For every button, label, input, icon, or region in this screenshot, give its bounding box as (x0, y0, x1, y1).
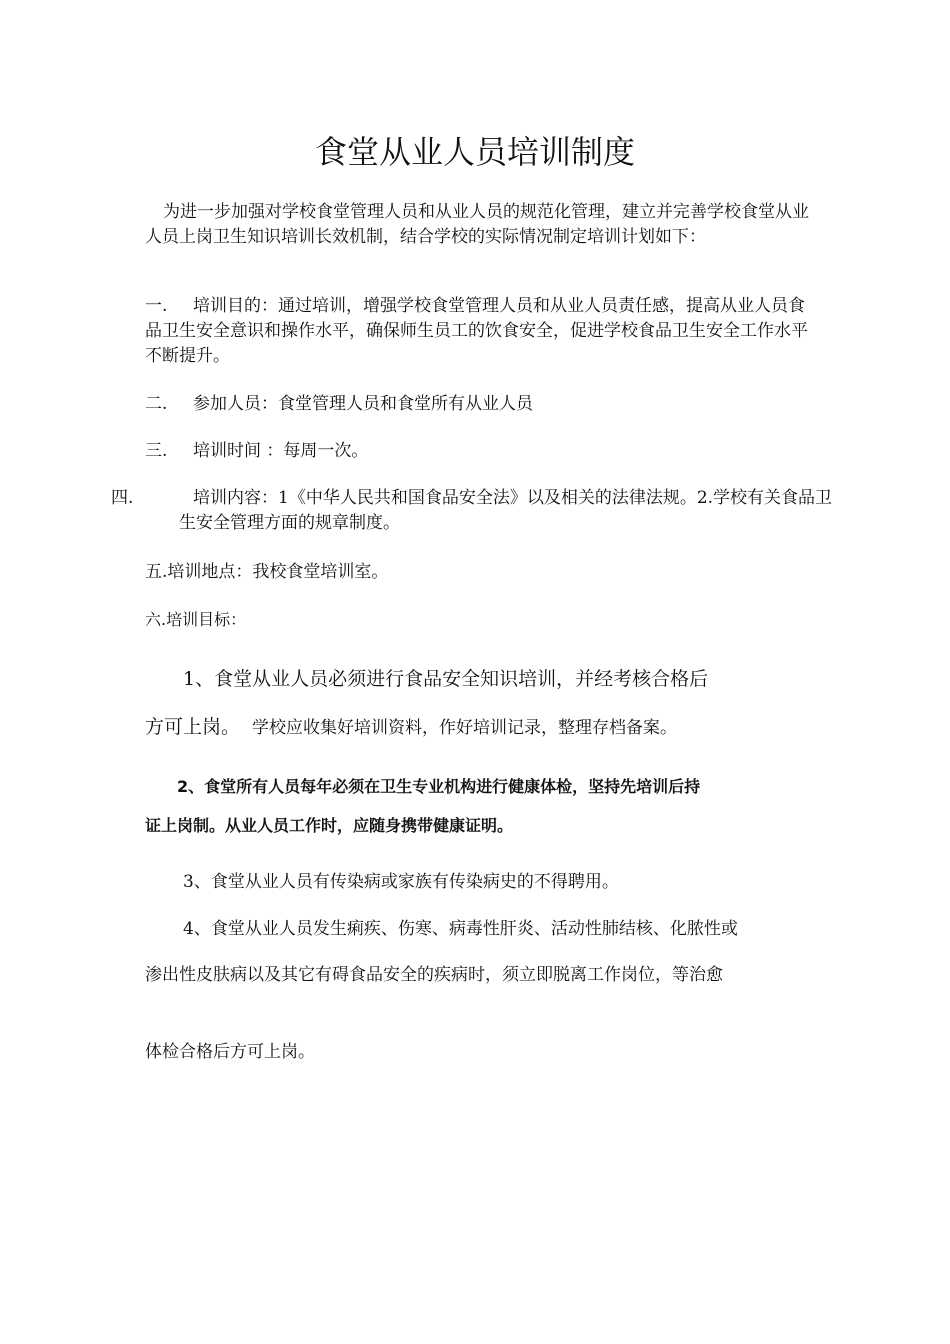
item-purpose (145, 294, 810, 369)
goal-1-line-2-extra: 学校应收集好培训资料，作好培训记录，整理存档备案。 (252, 718, 678, 738)
intro-paragraph: 为进一步加强对学校食堂管理人员和从业人员的规范化管理，建立并完善学校食堂从业人员上岗卫生知识培训长效机制，结合学校的实际情况制定培训计划如下： (145, 202, 809, 247)
item-text: 培训内容：1《中华人民共和国食品安全法》以及相关的法律法规。2.学校有关食品卫生安全管理方面的规章制度。 (179, 488, 833, 533)
goal-1-line-1: 1、食堂从业人员必须进行食品安全知识培训，并经考核合格后 (183, 668, 709, 690)
goal-heading: 六.培训目标： (145, 610, 247, 629)
item-text: 培训地点：我校食堂培训室。 (167, 562, 389, 582)
goal-1-line-2 (145, 712, 810, 743)
item-number: 五. (145, 562, 168, 582)
goal-2-line-1: 2、食堂所有人员每年必须在卫生专业机构进行健康体检，坚持先培训后持 (177, 777, 701, 796)
item-text: 培训目的：通过培训，增强学校食堂管理人员和从业人员责任感，提高从业人员食品卫生安全意识和操作水平，确保师生员工的饮食安全，促进学校食品卫生安全工作水平不断提升。 (145, 296, 808, 366)
goal-1-line-2-text: 方可上岗。 (145, 716, 241, 738)
item-text: 培训时间 ：每周一次。 (193, 441, 369, 461)
item-number: 二. (145, 394, 168, 414)
goal-4-line-2: 渗出性皮肤病以及其它有碍食品安全的疾病时，须立即脱离工作岗位，等治愈 (145, 965, 723, 985)
item-participants (145, 392, 810, 417)
item-number: 三. (145, 441, 168, 461)
goal-3: 3、食堂从业人员有传染病或家族有传染病史的不得聘用。 (183, 872, 619, 892)
document-title: 食堂从业人员培训制度 (314, 133, 635, 171)
item-number: 一. (145, 296, 168, 316)
item-content (111, 486, 844, 536)
goal-4-line-1: 4、食堂从业人员发生痢疾、伤寒、病毒性肝炎、活动性肺结核、化脓性或 (183, 919, 738, 939)
item-text: 参加人员：食堂管理人员和食堂所有从业人员 (193, 394, 533, 414)
item-time (145, 439, 810, 464)
goal-4-line-3: 体检合格后方可上岗。 (145, 1042, 315, 1062)
item-location (145, 560, 810, 585)
goal-2-line-2: 证上岗制。从业人员工作时，应随身携带健康证明。 (145, 816, 514, 835)
item-number: 四. (111, 488, 134, 508)
